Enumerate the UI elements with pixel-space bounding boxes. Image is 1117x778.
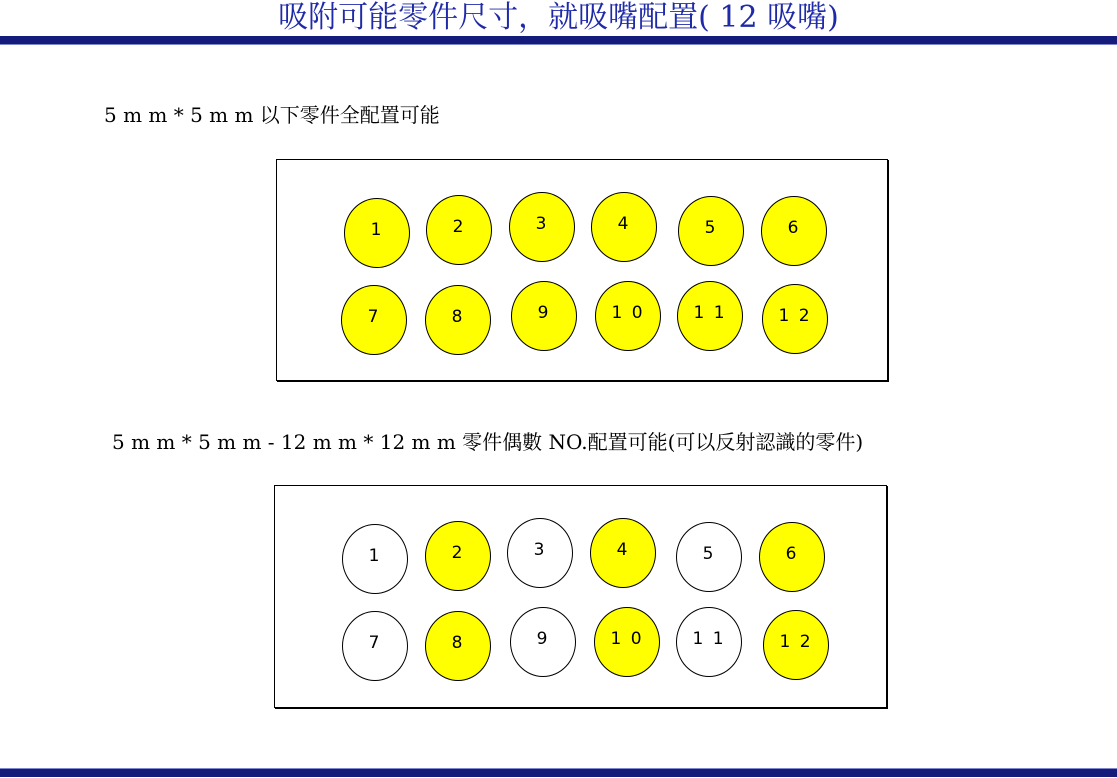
nozzle-number: 3 bbox=[535, 214, 549, 234]
nozzle-12 bbox=[762, 284, 828, 354]
nozzle-7 bbox=[342, 611, 408, 681]
nozzle-layout-all bbox=[276, 159, 888, 381]
nozzle-12 bbox=[763, 610, 829, 680]
nozzle-2 bbox=[425, 521, 491, 591]
nozzle-number: 5 bbox=[702, 544, 716, 564]
nozzle-8 bbox=[425, 285, 491, 355]
nozzle-number: 1 2 bbox=[778, 306, 812, 326]
nozzle-number: 9 bbox=[537, 303, 551, 323]
nozzle-number: 1 0 bbox=[611, 303, 645, 323]
nozzle-number: 1 bbox=[370, 220, 384, 240]
title-divider bbox=[0, 36, 1117, 45]
section-2-label: 5 m m * 5 m m - 12 m m * 12 m m 零件偶數 NO.配置可能(可以反射認識的零件) bbox=[112, 430, 864, 454]
nozzle-number: 4 bbox=[616, 540, 630, 560]
nozzle-number: 7 bbox=[367, 307, 381, 327]
nozzle-number: 1 0 bbox=[610, 629, 644, 649]
nozzle-7 bbox=[341, 285, 407, 355]
nozzle-number: 8 bbox=[451, 307, 465, 327]
nozzle-number: 9 bbox=[536, 629, 550, 649]
page-title: 吸附可能零件尺寸，就吸嘴配置( 12 吸嘴) bbox=[278, 0, 839, 35]
nozzle-number: 2 bbox=[452, 217, 466, 237]
nozzle-3 bbox=[507, 518, 573, 588]
nozzle-number: 1 1 bbox=[692, 629, 726, 649]
nozzle-5 bbox=[676, 522, 742, 592]
nozzle-2 bbox=[426, 195, 492, 265]
nozzle-1 bbox=[342, 524, 408, 594]
nozzle-4 bbox=[590, 518, 656, 588]
nozzle-number: 6 bbox=[785, 544, 799, 564]
nozzle-number: 4 bbox=[617, 214, 631, 234]
bottom-divider bbox=[0, 768, 1117, 777]
nozzle-10 bbox=[595, 281, 661, 351]
section-1-label: 5 m m * 5 m m 以下零件全配置可能 bbox=[104, 103, 440, 127]
nozzle-10 bbox=[594, 607, 660, 677]
nozzle-4 bbox=[591, 192, 657, 262]
nozzle-6 bbox=[759, 522, 825, 592]
nozzle-11 bbox=[676, 607, 742, 677]
nozzle-number: 1 bbox=[368, 546, 382, 566]
nozzle-number: 7 bbox=[368, 633, 382, 653]
nozzle-number: 1 1 bbox=[693, 303, 727, 323]
nozzle-3 bbox=[509, 192, 575, 262]
nozzle-number: 5 bbox=[704, 218, 718, 238]
nozzle-11 bbox=[677, 281, 743, 351]
nozzle-layout-even bbox=[274, 485, 887, 708]
nozzle-number: 6 bbox=[787, 218, 801, 238]
nozzle-5 bbox=[678, 196, 744, 266]
nozzle-9 bbox=[510, 607, 576, 677]
nozzle-number: 2 bbox=[451, 543, 465, 563]
nozzle-6 bbox=[761, 196, 827, 266]
nozzle-8 bbox=[425, 611, 491, 681]
nozzle-1 bbox=[344, 198, 410, 268]
nozzle-number: 3 bbox=[533, 540, 547, 560]
nozzle-number: 1 2 bbox=[779, 632, 813, 652]
nozzle-number: 8 bbox=[451, 633, 465, 653]
nozzle-9 bbox=[511, 281, 577, 351]
